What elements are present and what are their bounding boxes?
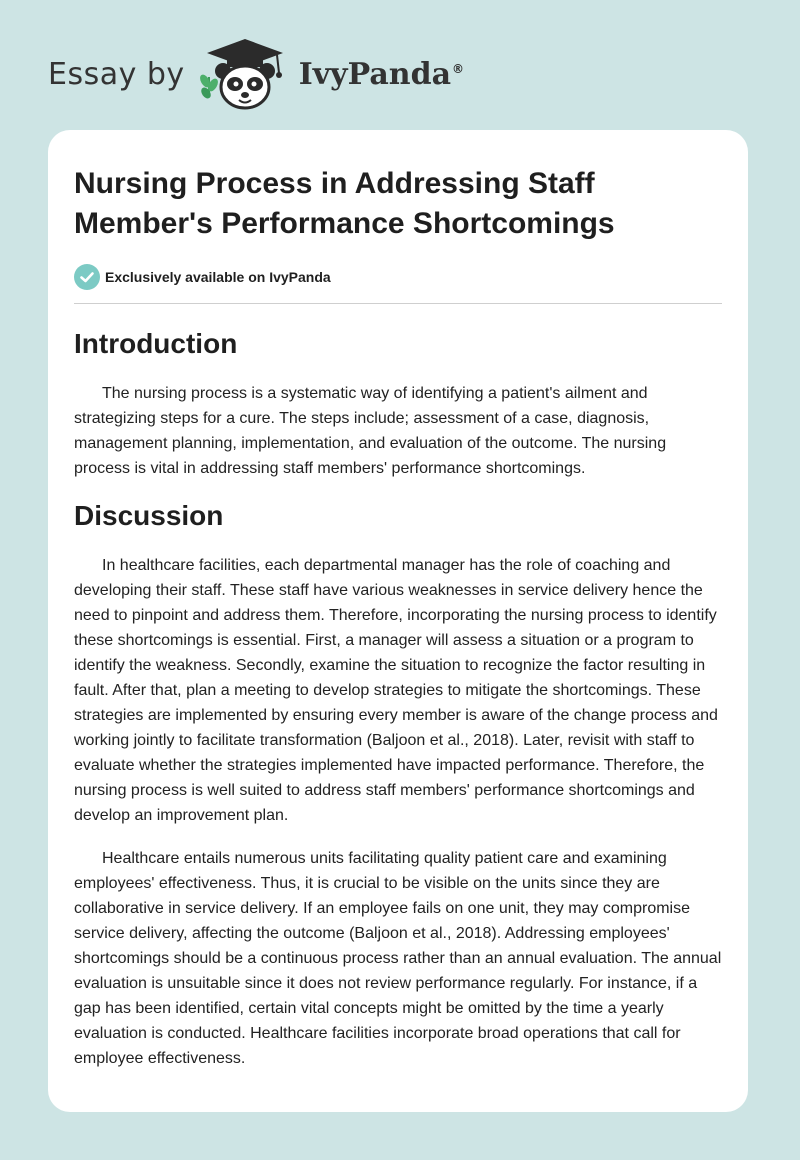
brand-name-text: IvyPanda: [298, 56, 452, 92]
registered-mark: ®: [452, 61, 465, 76]
paragraph: In healthcare facilities, each departmental manager has the role of coaching and developing their staff. These staff have various weaknesses in service delivery hence the need to pinpoint and address them. Therefore, incorporating the nursing process to identify these shortcomings is essential. First, a manager will assess a situation or a program to identify the weakness. Secondly, examine the situation to recognize the factor resulting in fault. After that, plan a meeting to develop strategies to mitigate the shortcomings. These strategies are implemented by ensuring every member is aware of the change process and working jointly to facilitate transformation (Baljoon et al., 2018). Later, revisit with staff to evaluate whether the strategies implemented have impacted performance. Therefore, the nursing process is well suited to address staff members' performance shortcomings and develop an improvement plan.: [74, 557, 718, 824]
brand-prefix: Essay by: [48, 56, 185, 92]
panda-graduate-icon: [197, 37, 293, 111]
section-heading: Discussion: [74, 500, 224, 531]
exclusive-badge-label: Exclusively available on IvyPanda: [105, 269, 331, 285]
section-discussion: [74, 499, 722, 1071]
paragraph: Healthcare entails numerous units facilitating quality patient care and examining employees' effectiveness. Thus, it is crucial to be visible on the units since they are collaborative in service delivery. If an employee fails on one unit, they may compromise service delivery, affecting the outcome (Baljoon et al., 2018). Addressing employees' shortcomings should be a continuous process rather than an annual evaluation. The annual evaluation is unsuitable since it does not review performance regularly. For instance, if a gap has been identified, certain vital concepts might be omitted by the time a yearly evaluation is conducted. Healthcare facilities incorporate broad operations that call for employee effectiveness.: [74, 850, 722, 1067]
exclusive-badge: [74, 264, 722, 290]
section-introduction: [74, 327, 722, 481]
section-heading: Introduction: [74, 328, 238, 359]
brand-header[interactable]: [48, 34, 464, 114]
essay-content: [74, 164, 722, 1071]
title-divider: [74, 303, 722, 304]
check-circle-icon: [74, 264, 100, 290]
brand-name: [299, 57, 464, 92]
paragraph: The nursing process is a systematic way of identifying a patient's ailment and strategizing steps for a cure. The steps include; assessment of a case, diagnosis, management planning, implementation, and evaluation of the outcome. The nursing process is vital in addressing staff members' performance shortcomings.: [74, 385, 667, 477]
page-title: Nursing Process in Addressing Staff Member's Performance Shortcomings: [74, 167, 615, 240]
essay-card: [48, 130, 748, 1112]
